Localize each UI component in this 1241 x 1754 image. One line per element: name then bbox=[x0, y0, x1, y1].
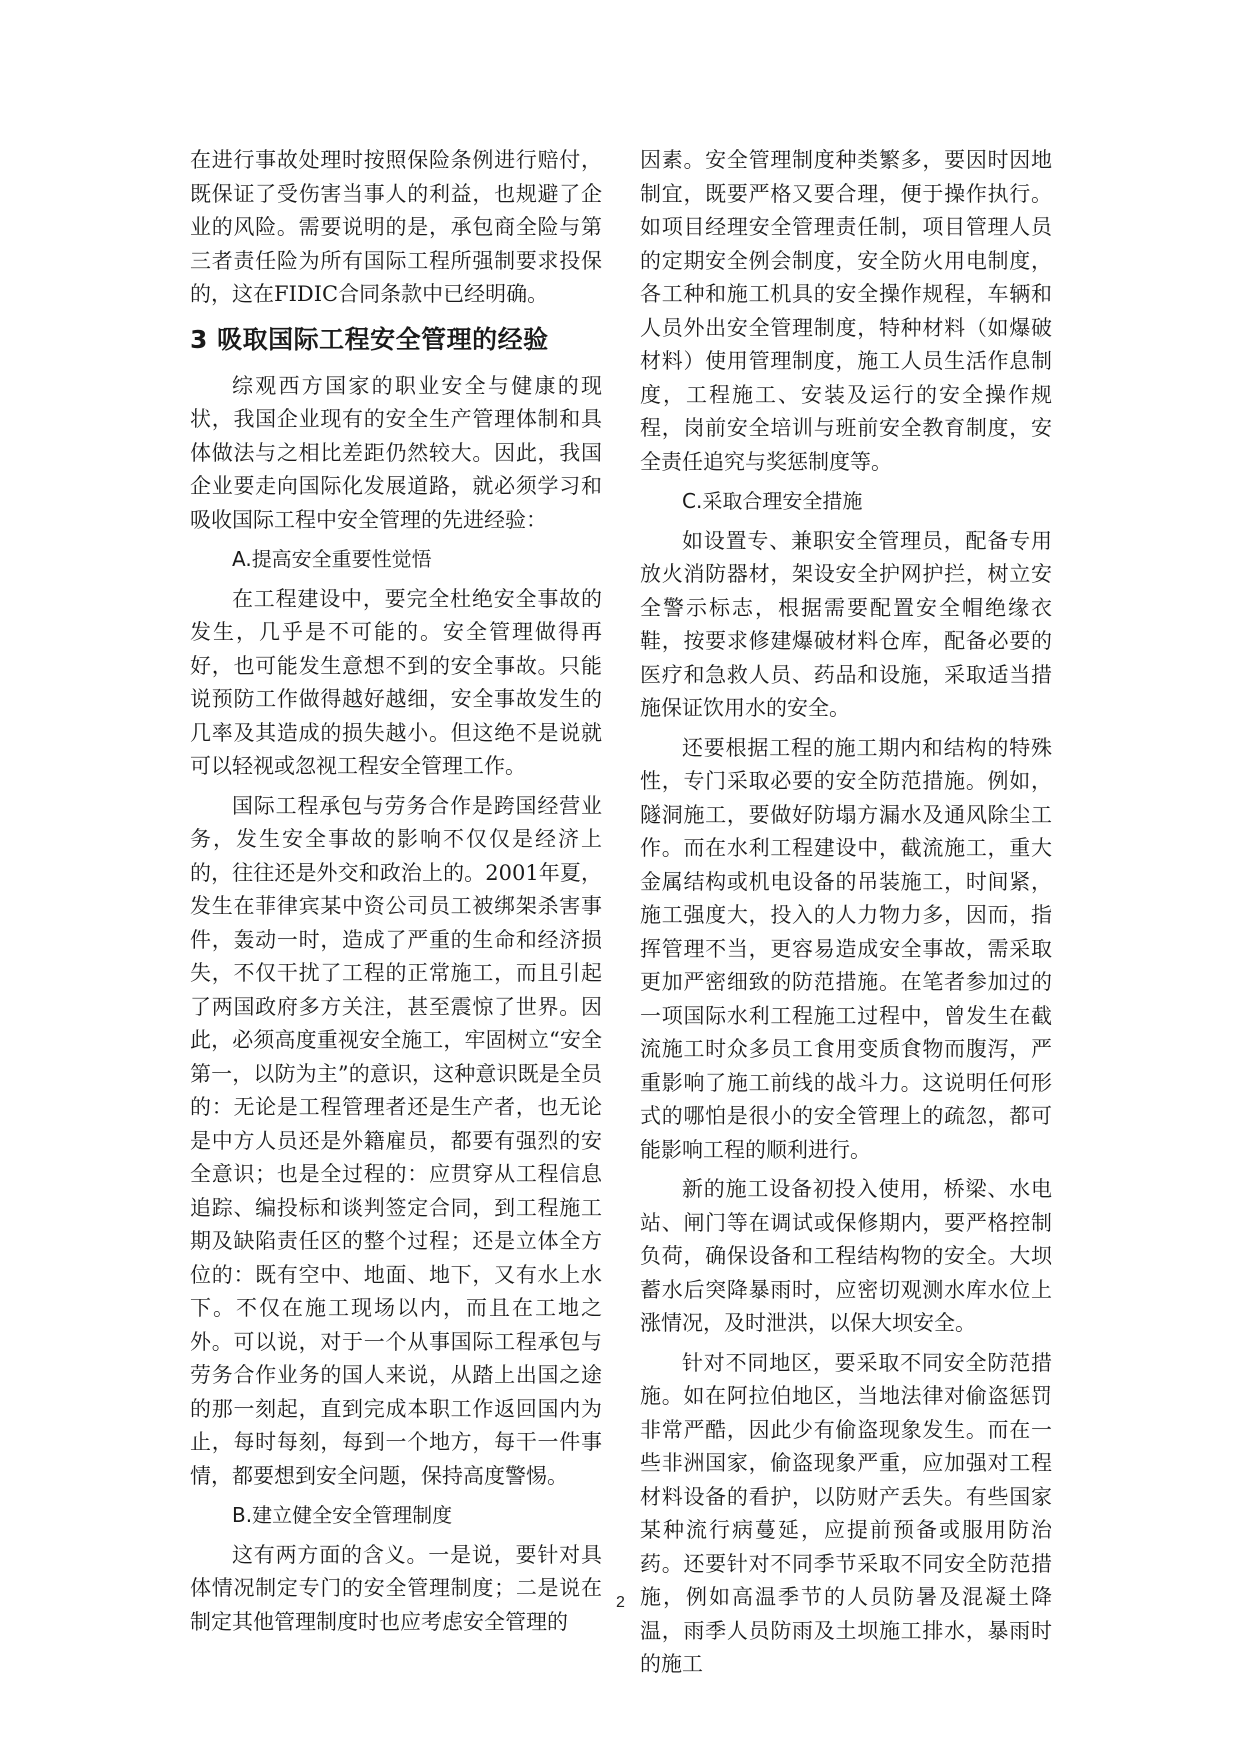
right-column bbox=[640, 144, 1052, 1688]
paragraph: 在进行事故处理时按照保险条例进行赔付，既保证了受伤害当事人的利益，也规避了企业的风险。需要说明的是，承包商全险与第三者责任险为所有国际工程所强制要求投保的，这在FIDIC合同条款中已经明确。 bbox=[190, 148, 602, 306]
paragraph: 新的施工设备初投入使用，桥梁、水电站、闸门等在调试或保修期内，要严格控制负荷，确保设备和工程结构物的安全。大坝蓄水后突降暴雨时，应密切观测水库水位上涨情况，及时泄洪，以保大坝安全。 bbox=[640, 1177, 1052, 1335]
page-number: 2 bbox=[616, 1594, 625, 1611]
paragraph: 针对不同地区，要采取不同安全防范措施。如在阿拉伯地区，当地法律对偷盗惩罚非常严酷，因此少有偷盗现象发生。而在一些非洲国家，偷盗现象严重，应加强对工程材料设备的看护，以防财产丢失。有些国家某种流行病蔓延，应提前预备或服用防治药。还要针对不同季节采取不同安全防范措施，例如高温季节的人员防暑及混凝土降温，雨季人员防雨及土坝施工排水，暴雨时的施工 bbox=[640, 1350, 1052, 1676]
section-heading: 3 吸取国际工程安全管理的经验 bbox=[190, 324, 549, 354]
left-column bbox=[190, 144, 602, 1645]
paragraph: 综观西方国家的职业安全与健康的现状，我国企业现有的安全生产管理体制和具体做法与之相比差距仍然较大。因此，我国企业要走向国际化发展道路，就必须学习和吸收国际工程中安全管理的先进经验： bbox=[190, 373, 602, 532]
subheading-b: B.建立健全安全管理制度 bbox=[232, 1503, 453, 1527]
paragraph: 如设置专、兼职安全管理员，配备专用放火消防器材，架设安全护网护拦，树立安全警示标志，根据需要配置安全帽绝缘衣鞋，按要求修建爆破材料仓库，配备必要的医疗和急救人员、药品和设施，采取适当措施保证饮用水的安全。 bbox=[640, 528, 1052, 720]
paragraph: 因素。安全管理制度种类繁多，要因时因地制宜，既要严格又要合理，便于操作执行。如项目经理安全管理责任制，项目管理人员的定期安全例会制度，安全防火用电制度，各工种和施工机具的安全操作规程，车辆和人员外出安全管理制度，特种材料（如爆破材料）使用管理制度，施工人员生活作息制度，工程施工、安装及运行的安全操作规程，岗前安全培训与班前安全教育制度，安全责任追究与奖惩制度等。 bbox=[640, 148, 1052, 474]
subheading-a: A.提高安全重要性觉悟 bbox=[232, 547, 432, 571]
subheading-c: C.采取合理安全措施 bbox=[682, 489, 863, 513]
paragraph: 还要根据工程的施工期内和结构的特殊性，专门采取必要的安全防范措施。例如，隧洞施工，要做好防塌方漏水及通风除尘工作。而在水利工程建设中，截流施工，重大金属结构或机电设备的吊装施工，时间紧，施工强度大，投入的人力物力多，因而，指挥管理不当，更容易造成安全事故，需采取更加严密细致的防范措施。在笔者参加过的一项国际水利工程施工过程中，曾发生在截流施工时众多员工食用变质食物而腹泻，严重影响了施工前线的战斗力。这说明任何形式的哪怕是很小的安全管理上的疏忽，都可能影响工程的顺利进行。 bbox=[640, 735, 1052, 1162]
paragraph: 在工程建设中，要完全杜绝安全事故的发生，几乎是不可能的。安全管理做得再好，也可能发生意想不到的安全事故。只能说预防工作做得越好越细，安全事故发生的几率及其造成的损失越小。但这绝不是说就可以轻视或忽视工程安全管理工作。 bbox=[190, 586, 602, 778]
paragraph: 这有两方面的含义。一是说，要针对具体情况制定专门的安全管理制度；二是说在制定其他管理制度时也应考虑安全管理的 bbox=[190, 1542, 602, 1634]
paragraph: 国际工程承包与劳务合作是跨国经营业务，发生安全事故的影响不仅仅是经济上的，往往还是外交和政治上的。2001年夏，发生在菲律宾某中资公司员工被绑架杀害事件，轰动一时，造成了严重的生命和经济损失，不仅干扰了工程的正常施工，而且引起了两国政府多方关注，甚至震惊了世界。因此，必须高度重视安全施工，牢固树立“安全第一，以防为主”的意识，这种意识既是全员的：无论是工程管理者还是生产者，也无论是中方人员还是外籍雇员，都要有强烈的安全意识；也是全过程的：应贯穿从工程信息追踪、编投标和谈判签定合同，到工程施工期及缺陷责任区的整个过程；还是立体全方位的：既有空中、地面、地下，又有水上水下。不仅在施工现场以内，而且在工地之外。可以说，对于一个从事国际工程承包与劳务合作业务的国人来说，从踏上出国之途的那一刻起，直到完成本职工作返回国内为止，每时每刻，每到一个地方，每干一件事情，都要想到安全问题，保持高度警惕。 bbox=[190, 793, 602, 1488]
